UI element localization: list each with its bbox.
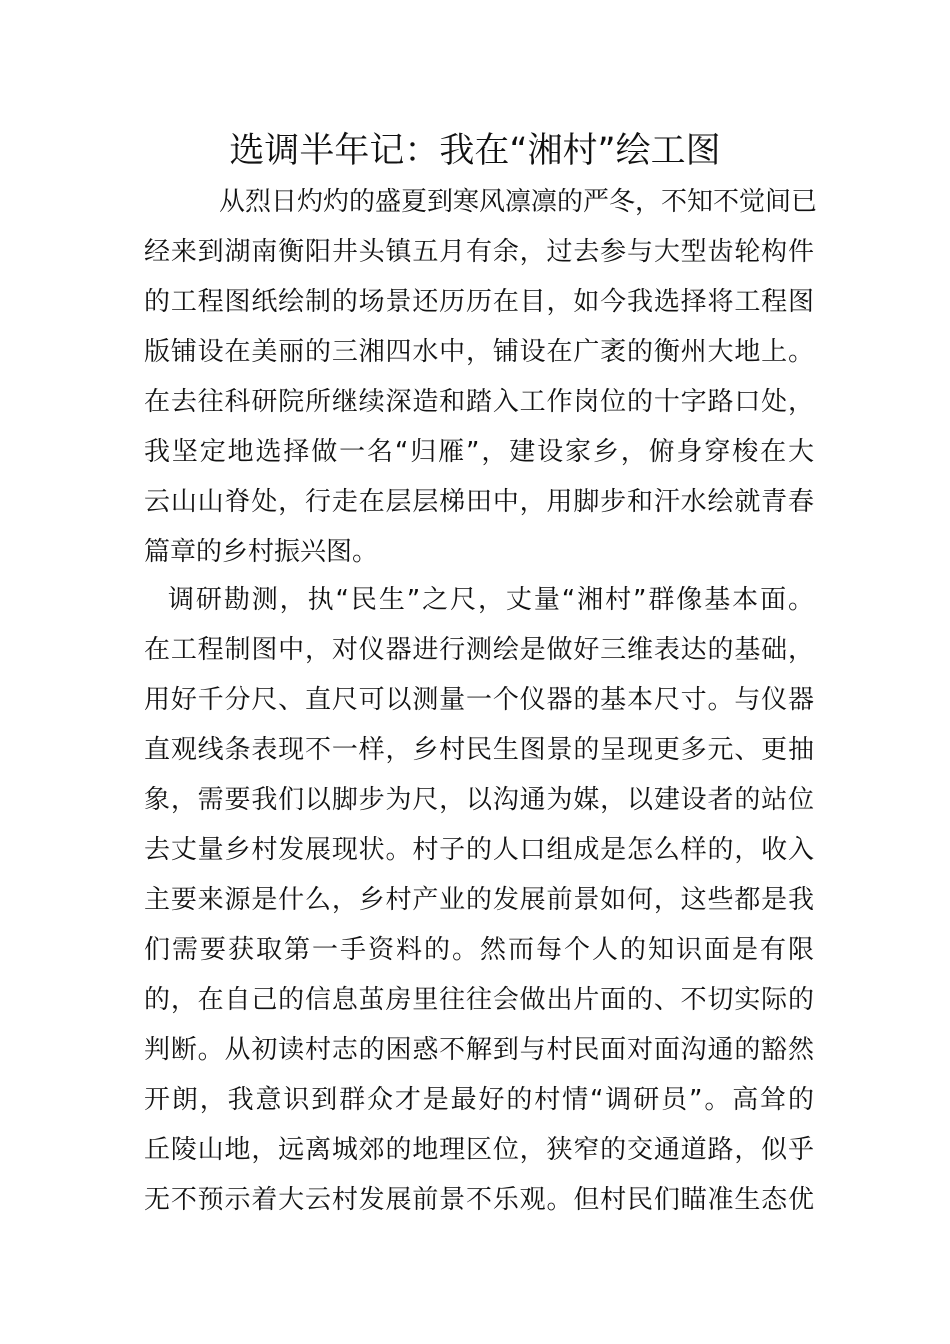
text-line: 云山山脊处，行走在层层梯田中，用脚步和汗水绘就青春 [144, 487, 814, 517]
text-line: 从烈日灼灼的盛夏到寒风凛凛的严冬，不知不觉间已 [219, 187, 818, 217]
text-line: 丘陵山地，远离城郊的地理区位，狭窄的交通道路，似乎 [144, 1135, 814, 1165]
text-line: 版铺设在美丽的三湘四水中，铺设在广袤的衡州大地上。 [144, 337, 814, 367]
text-line: 的工程图纸绘制的场景还历历在目，如今我选择将工程图 [144, 287, 814, 317]
text-line: 们需要获取第一手资料的。然而每个人的知识面是有限 [144, 935, 814, 965]
text-line: 在工程制图中，对仪器进行测绘是做好三维表达的基础， [144, 635, 814, 665]
text-line: 调研勘测，执“民生”之尺，丈量“湘村”群像基本面。 [168, 585, 814, 615]
text-line: 无不预示着大云村发展前景不乐观。但村民们瞄准生态优 [144, 1185, 814, 1215]
text-line: 在去往科研院所继续深造和踏入工作岗位的十字路口处， [144, 387, 814, 417]
text-line: 篇章的乡村振兴图。 [144, 537, 379, 567]
text-line: 象，需要我们以脚步为尺，以沟通为媒，以建设者的站位 [144, 785, 814, 815]
text-line: 判断。从初读村志的困惑不解到与村民面对面沟通的豁然 [144, 1035, 814, 1065]
text-line: 主要来源是什么，乡村产业的发展前景如何，这些都是我 [144, 885, 814, 915]
text-line: 的，在自己的信息茧房里往往会做出片面的、不切实际的 [144, 985, 814, 1015]
document-title: 选调半年记：我在“湘村”绘工图 [229, 131, 721, 171]
text-line: 经来到湖南衡阳井头镇五月有余，过去参与大型齿轮构件 [144, 237, 814, 267]
text-line: 我坚定地选择做一名“归雁”，建设家乡，俯身穿梭在大 [144, 437, 814, 467]
text-line: 开朗，我意识到群众才是最好的村情“调研员”。高耸的 [144, 1085, 814, 1115]
text-line: 用好千分尺、直尺可以测量一个仪器的基本尺寸。与仪器 [144, 685, 814, 715]
text-line: 去丈量乡村发展现状。村子的人口组成是怎么样的，收入 [144, 835, 814, 865]
text-line: 直观线条表现不一样，乡村民生图景的呈现更多元、更抽 [144, 735, 814, 765]
